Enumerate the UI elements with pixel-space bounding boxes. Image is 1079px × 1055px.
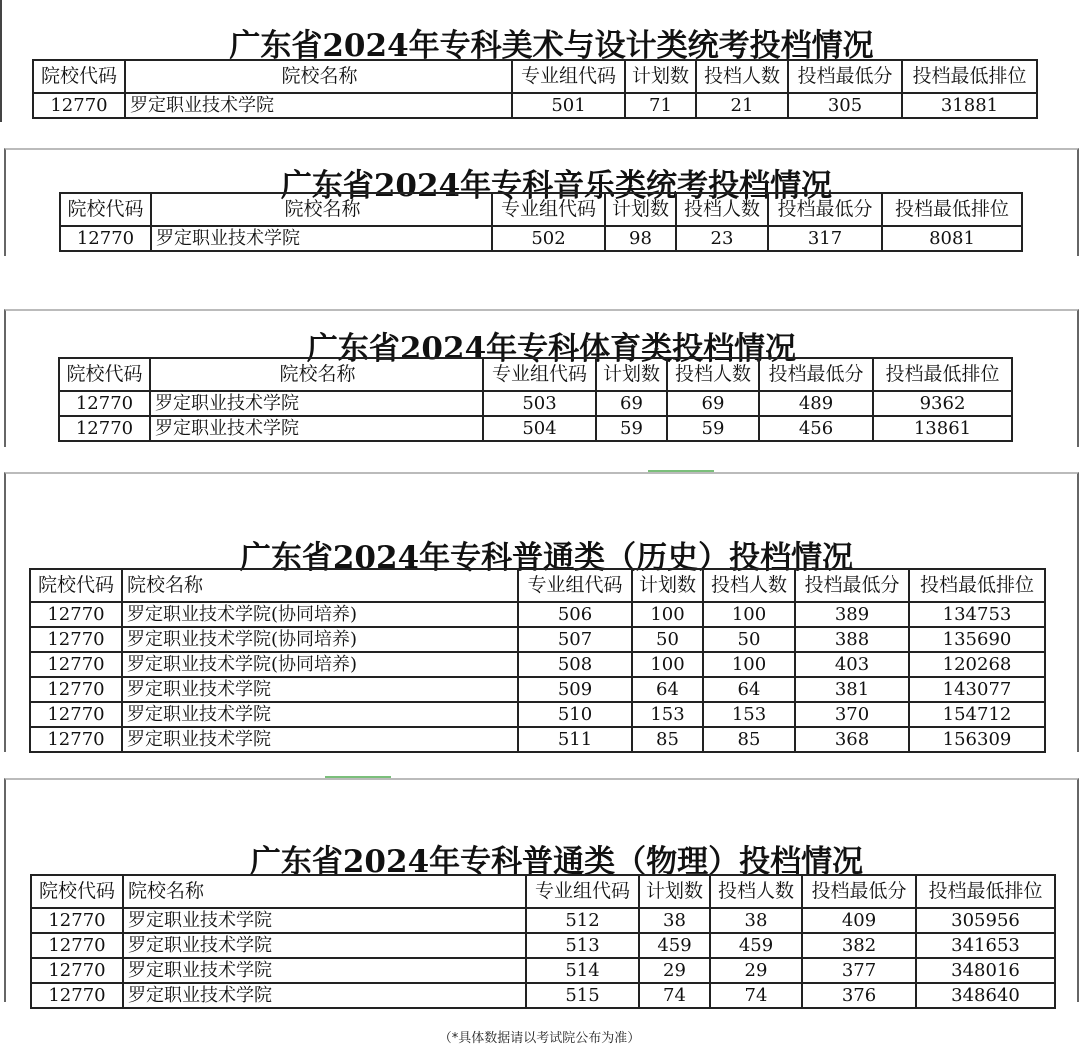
cell: 74	[639, 983, 710, 1008]
col-header: 计划数	[605, 193, 676, 226]
cell: 381	[795, 677, 909, 702]
cell: 153	[703, 702, 795, 727]
cell: 317	[768, 226, 882, 251]
table-row	[60, 226, 1022, 251]
cell: 154712	[909, 702, 1045, 727]
table-sports	[58, 357, 1013, 442]
cell: 罗定职业技术学院	[122, 702, 518, 727]
cell: 508	[518, 652, 632, 677]
panel-sports	[4, 309, 1079, 447]
cell: 59	[667, 416, 759, 441]
panel-music	[4, 148, 1079, 256]
cell: 156309	[909, 727, 1045, 752]
cell: 341653	[916, 933, 1055, 958]
col-header: 院校代码	[59, 358, 150, 391]
col-header: 院校名称	[123, 875, 526, 908]
cell: 21	[696, 93, 788, 118]
footer-note: （*具体数据请以考试院公布为准）	[438, 1031, 641, 1046]
cell: 377	[802, 958, 916, 983]
cell: 100	[632, 602, 703, 627]
cell: 100	[632, 652, 703, 677]
cell: 罗定职业技术学院	[123, 908, 526, 933]
table-history	[29, 568, 1046, 753]
cell: 罗定职业技术学院	[150, 391, 483, 416]
cell: 12770	[30, 627, 122, 652]
table-row	[30, 602, 1045, 627]
cell: 376	[802, 983, 916, 1008]
cell: 502	[492, 226, 605, 251]
col-header: 院校代码	[33, 60, 125, 93]
col-header: 专业组代码	[512, 60, 625, 93]
cell: 98	[605, 226, 676, 251]
table-title-physics: 广东省2024年专科普通类（物理）投档情况	[249, 844, 864, 880]
cell: 120268	[909, 652, 1045, 677]
cell: 514	[526, 958, 639, 983]
table-row	[59, 391, 1012, 416]
table-row	[30, 627, 1045, 652]
cell: 29	[710, 958, 802, 983]
cell: 12770	[31, 933, 123, 958]
cell: 12770	[60, 226, 151, 251]
table-music	[59, 192, 1023, 252]
cell: 12770	[30, 727, 122, 752]
table-row	[31, 933, 1055, 958]
cell: 罗定职业技术学院	[122, 677, 518, 702]
cell: 403	[795, 652, 909, 677]
cell: 23	[676, 226, 768, 251]
cell: 38	[639, 908, 710, 933]
table-header-row	[33, 60, 1037, 93]
col-header: 投档最低分	[795, 569, 909, 602]
cell: 456	[759, 416, 873, 441]
cell: 13861	[873, 416, 1012, 441]
cell: 501	[512, 93, 625, 118]
cell: 507	[518, 627, 632, 652]
table-physics	[30, 874, 1056, 1009]
cell: 69	[596, 391, 667, 416]
cell: 罗定职业技术学院	[123, 983, 526, 1008]
table-row	[30, 702, 1045, 727]
cell: 罗定职业技术学院(协同培养)	[122, 652, 518, 677]
cell: 134753	[909, 602, 1045, 627]
col-header: 投档最低分	[802, 875, 916, 908]
cell: 罗定职业技术学院	[122, 727, 518, 752]
cell: 135690	[909, 627, 1045, 652]
col-header: 院校代码	[30, 569, 122, 602]
cell: 50	[632, 627, 703, 652]
cell: 348640	[916, 983, 1055, 1008]
cell: 489	[759, 391, 873, 416]
cell: 503	[483, 391, 596, 416]
table-row	[30, 727, 1045, 752]
col-header: 计划数	[625, 60, 696, 93]
cell: 100	[703, 602, 795, 627]
col-header: 投档人数	[710, 875, 802, 908]
table-title-sports: 广东省2024年专科体育类投档情况	[306, 331, 797, 367]
table-header-row	[31, 875, 1055, 908]
col-header: 专业组代码	[518, 569, 632, 602]
col-header: 院校名称	[151, 193, 492, 226]
cell: 504	[483, 416, 596, 441]
table-title-music: 广东省2024年专科音乐类统考投档情况	[280, 168, 833, 204]
cell: 12770	[59, 416, 150, 441]
cell: 59	[596, 416, 667, 441]
cell: 143077	[909, 677, 1045, 702]
cell: 515	[526, 983, 639, 1008]
cell: 12770	[33, 93, 125, 118]
cell: 388	[795, 627, 909, 652]
col-header: 投档人数	[667, 358, 759, 391]
col-header: 投档最低分	[768, 193, 882, 226]
col-header: 投档人数	[696, 60, 788, 93]
cell: 29	[639, 958, 710, 983]
col-header: 院校代码	[31, 875, 123, 908]
cell: 305	[788, 93, 902, 118]
cell: 罗定职业技术学院	[123, 958, 526, 983]
table-title-history: 广东省2024年专科普通类（历史）投档情况	[239, 540, 854, 576]
cell: 510	[518, 702, 632, 727]
col-header: 投档最低排位	[916, 875, 1055, 908]
table-header-row	[30, 569, 1045, 602]
cell: 409	[802, 908, 916, 933]
cell: 罗定职业技术学院	[151, 226, 492, 251]
cell: 12770	[31, 908, 123, 933]
cell: 382	[802, 933, 916, 958]
panel-physics	[4, 778, 1079, 1006]
cell: 305956	[916, 908, 1055, 933]
cell: 罗定职业技术学院	[125, 93, 512, 118]
cell: 38	[710, 908, 802, 933]
col-header: 投档人数	[703, 569, 795, 602]
cell: 506	[518, 602, 632, 627]
cell: 12770	[59, 391, 150, 416]
cell: 71	[625, 93, 696, 118]
table-row	[30, 677, 1045, 702]
cell: 12770	[31, 958, 123, 983]
cell: 509	[518, 677, 632, 702]
cell: 罗定职业技术学院	[150, 416, 483, 441]
table-row	[30, 652, 1045, 677]
cell: 513	[526, 933, 639, 958]
col-header: 专业组代码	[526, 875, 639, 908]
col-header: 计划数	[639, 875, 710, 908]
table-row	[33, 93, 1037, 118]
cell: 100	[703, 652, 795, 677]
col-header: 投档最低分	[788, 60, 902, 93]
cell: 348016	[916, 958, 1055, 983]
table-row	[31, 908, 1055, 933]
col-header: 院校代码	[60, 193, 151, 226]
col-header: 院校名称	[122, 569, 518, 602]
col-header: 计划数	[596, 358, 667, 391]
cell: 69	[667, 391, 759, 416]
cell: 罗定职业技术学院(协同培养)	[122, 602, 518, 627]
cell: 9362	[873, 391, 1012, 416]
cell: 64	[632, 677, 703, 702]
col-header: 投档最低排位	[873, 358, 1012, 391]
cell: 389	[795, 602, 909, 627]
cell: 459	[710, 933, 802, 958]
cell: 368	[795, 727, 909, 752]
table-header-row	[59, 358, 1012, 391]
col-header: 投档人数	[676, 193, 768, 226]
cell: 74	[710, 983, 802, 1008]
cell: 153	[632, 702, 703, 727]
cell: 12770	[30, 652, 122, 677]
cell: 85	[632, 727, 703, 752]
cell: 31881	[902, 93, 1037, 118]
col-header: 专业组代码	[492, 193, 605, 226]
table-row	[59, 416, 1012, 441]
col-header: 院校名称	[150, 358, 483, 391]
table-row	[31, 958, 1055, 983]
cell: 12770	[30, 677, 122, 702]
table-title-art-design: 广东省2024年专科美术与设计类统考投档情况	[229, 28, 874, 64]
table-row	[31, 983, 1055, 1008]
table-header-row	[60, 193, 1022, 226]
cell: 12770	[30, 702, 122, 727]
col-header: 投档最低排位	[902, 60, 1037, 93]
cell: 459	[639, 933, 710, 958]
panel-history	[4, 472, 1079, 752]
cell: 8081	[882, 226, 1022, 251]
col-header: 计划数	[632, 569, 703, 602]
cell: 12770	[31, 983, 123, 1008]
cell: 85	[703, 727, 795, 752]
cell: 64	[703, 677, 795, 702]
cell: 370	[795, 702, 909, 727]
col-header: 投档最低分	[759, 358, 873, 391]
cell: 罗定职业技术学院	[123, 933, 526, 958]
col-header: 院校名称	[125, 60, 512, 93]
col-header: 投档最低排位	[882, 193, 1022, 226]
cell: 511	[518, 727, 632, 752]
cell: 512	[526, 908, 639, 933]
panel-art-design	[0, 0, 1079, 122]
cell: 罗定职业技术学院(协同培养)	[122, 627, 518, 652]
table-art-design	[32, 59, 1038, 119]
cell: 50	[703, 627, 795, 652]
cell: 12770	[30, 602, 122, 627]
col-header: 专业组代码	[483, 358, 596, 391]
col-header: 投档最低排位	[909, 569, 1045, 602]
